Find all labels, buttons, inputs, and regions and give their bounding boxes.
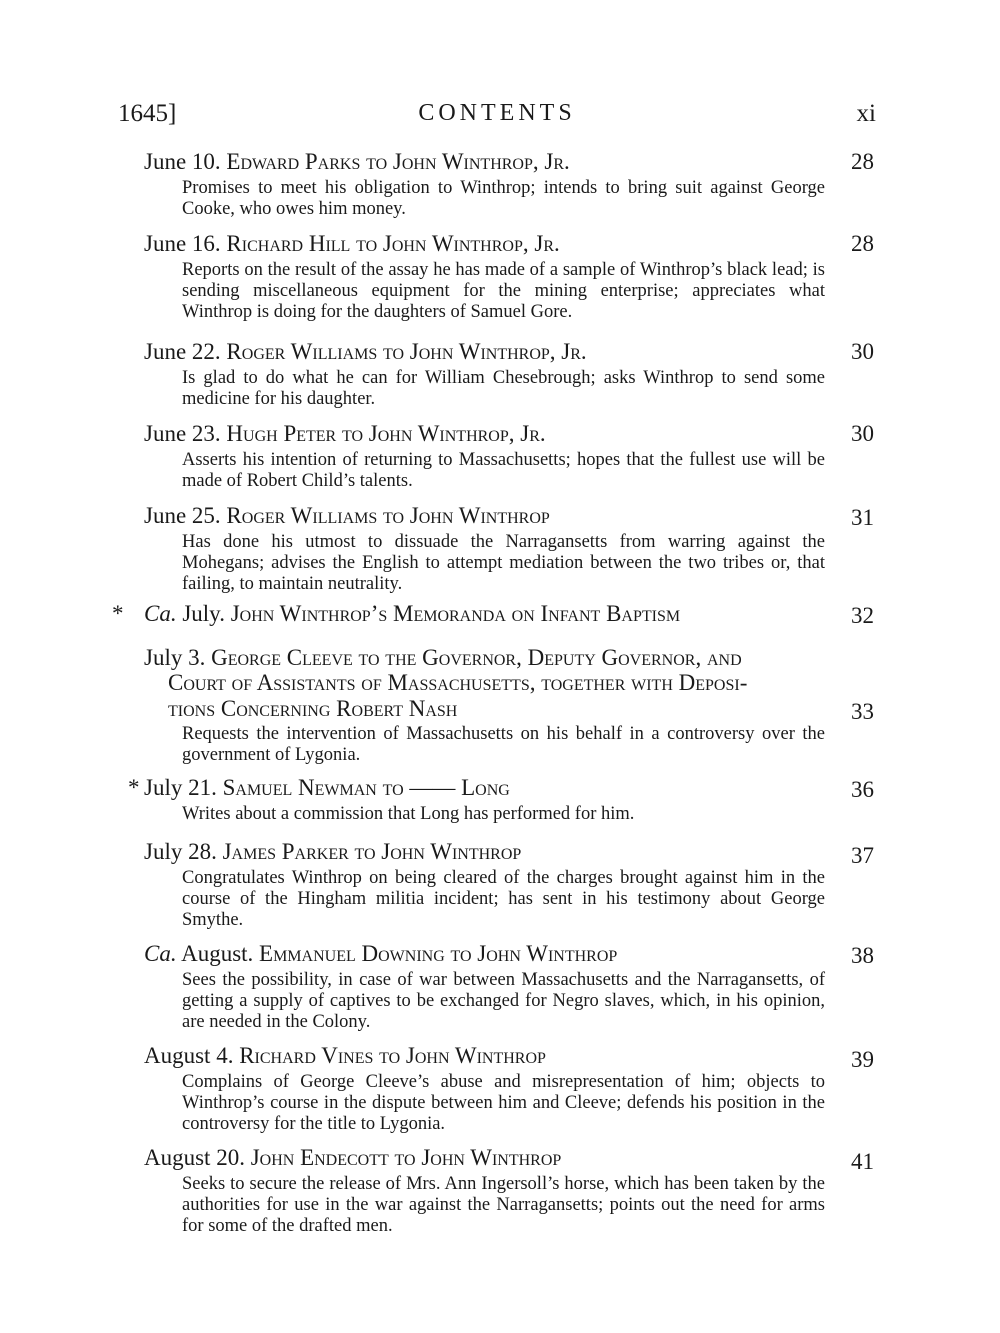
entry-title: John Endecott to John Winthrop <box>250 1145 562 1170</box>
entry-summary: Promises to meet his obligation to Winthrop; intends to bring suit against George Cooke, who owes him money. <box>182 178 825 219</box>
entry-date: July 28. <box>144 839 217 864</box>
entry-heading <box>144 1042 546 1069</box>
folio-number: xi <box>856 100 876 127</box>
asterisk-marker: * <box>112 601 124 626</box>
entry-title: John Winthrop’s Memoranda on Infant Baptism <box>230 601 681 626</box>
entry-summary: Has done his utmost to dissuade the Narragansetts from warring against the Mohegans; advises the English to attempt mediation between the two tribes or, that failing, to maintain neutrality. <box>182 532 825 594</box>
entry-title: Richard Vines to John Winthrop <box>239 1043 546 1068</box>
entry-summary: Reports on the result of the assay he has made of a sample of Winthrop’s black lead; is sending miscellaneous equipment for the mining enterprise; appreciates what Winthrop is doing for the daughters of Samuel Gore. <box>182 260 825 322</box>
entry-heading <box>144 148 570 175</box>
entry-heading <box>144 600 680 627</box>
entry-title: Roger Williams to John Winthrop, Jr. <box>226 339 587 364</box>
entry-heading <box>144 774 510 801</box>
entry-summary: Sees the possibility, in case of war between Massachusetts and the Narragansetts, of getting a supply of captives to be exchanged for Negro slaves, which, in his opinion, are needed in the Colony. <box>182 970 825 1032</box>
entry-summary: Seeks to secure the release of Mrs. Ann Ingersoll’s horse, which has been taken by the authorities for use in the war against the Narragansetts; points out the need for arms for some of the drafted men. <box>182 1174 825 1236</box>
entry-summary: Asserts his intention of returning to Massachusetts; hopes that the fullest use will be made of Robert Child’s talents. <box>182 450 825 491</box>
entry-page-number: 33 <box>851 699 874 724</box>
entry-heading <box>144 502 550 529</box>
entry-date: July 3. <box>144 645 206 670</box>
entry-date: July. <box>182 601 225 626</box>
entry-date: June 23. <box>144 421 221 446</box>
entry-date-prefix: Ca. <box>144 941 177 966</box>
entry-title: Richard Hill to John Winthrop, Jr. <box>226 231 560 256</box>
asterisk-marker: * <box>128 775 140 800</box>
entry-page-number: 28 <box>851 149 874 174</box>
running-head-title: CONTENTS <box>418 100 576 126</box>
entry-title: Samuel Newman to —— Long <box>222 775 510 800</box>
entry-heading <box>144 230 560 257</box>
entry-summary: Writes about a commission that Long has performed for him. <box>182 804 635 824</box>
entry-page-number: 39 <box>851 1047 874 1072</box>
entry-heading <box>144 338 587 365</box>
entry-heading <box>144 644 742 671</box>
entry-heading <box>144 838 521 865</box>
entry-date: August. <box>181 941 254 966</box>
entry-date: June 25. <box>144 503 221 528</box>
entry-summary: Requests the intervention of Massachusetts on his behalf in a controversy over the government of Lygonia. <box>182 724 825 765</box>
entry-title: Roger Williams to John Winthrop <box>226 503 550 528</box>
entry-page-number: 41 <box>851 1149 874 1174</box>
entry-page-number: 36 <box>851 777 874 802</box>
entry-date: June 16. <box>144 231 221 256</box>
entry-summary: Is glad to do what he can for William Chesebrough; asks Winthrop to send some medicine for his daughter. <box>182 368 825 409</box>
entry-summary: Complains of George Cleeve’s abuse and misrepresentation of him; objects to Winthrop’s course in the dispute between him and Cleeve; defends his position in the controversy for the title to Lygonia. <box>182 1072 825 1134</box>
entry-page-number: 28 <box>851 231 874 256</box>
entry-date: August 4. <box>144 1043 234 1068</box>
entry-title-continuation: tions Concerning Robert Nash <box>168 696 458 721</box>
entry-page-number: 31 <box>851 505 874 530</box>
entry-page-number: 30 <box>851 339 874 364</box>
entry-page-number: 30 <box>851 421 874 446</box>
entry-page-number: 37 <box>851 843 874 868</box>
entry-title: James Parker to John Winthrop <box>222 839 522 864</box>
running-head-year: 1645] <box>118 100 177 127</box>
entry-title-continuation: Court of Assistants of Massachusetts, together with Deposi- <box>168 670 748 695</box>
entry-title: George Cleeve to the Governor, Deputy Governor, and <box>211 645 742 670</box>
entry-title: Hugh Peter to John Winthrop, Jr. <box>226 421 546 446</box>
entry-date: June 22. <box>144 339 221 364</box>
entry-title: Emmanuel Downing to John Winthrop <box>259 941 618 966</box>
entry-heading <box>144 940 617 967</box>
entry-date-prefix: Ca. <box>144 601 177 626</box>
entry-page-number: 38 <box>851 943 874 968</box>
entry-date: August 20. <box>144 1145 245 1170</box>
entry-date: June 10. <box>144 149 221 174</box>
entry-title: Edward Parks to John Winthrop, Jr. <box>226 149 570 174</box>
entry-heading <box>144 420 546 447</box>
entry-heading <box>144 1144 561 1171</box>
entry-summary: Congratulates Winthrop on being cleared of the charges brought against him in the course of the Hingham militia incident; has sent in his testimony about George Smythe. <box>182 868 825 930</box>
entry-date: July 21. <box>144 775 217 800</box>
running-head <box>118 100 876 134</box>
entry-page-number: 32 <box>851 603 874 628</box>
